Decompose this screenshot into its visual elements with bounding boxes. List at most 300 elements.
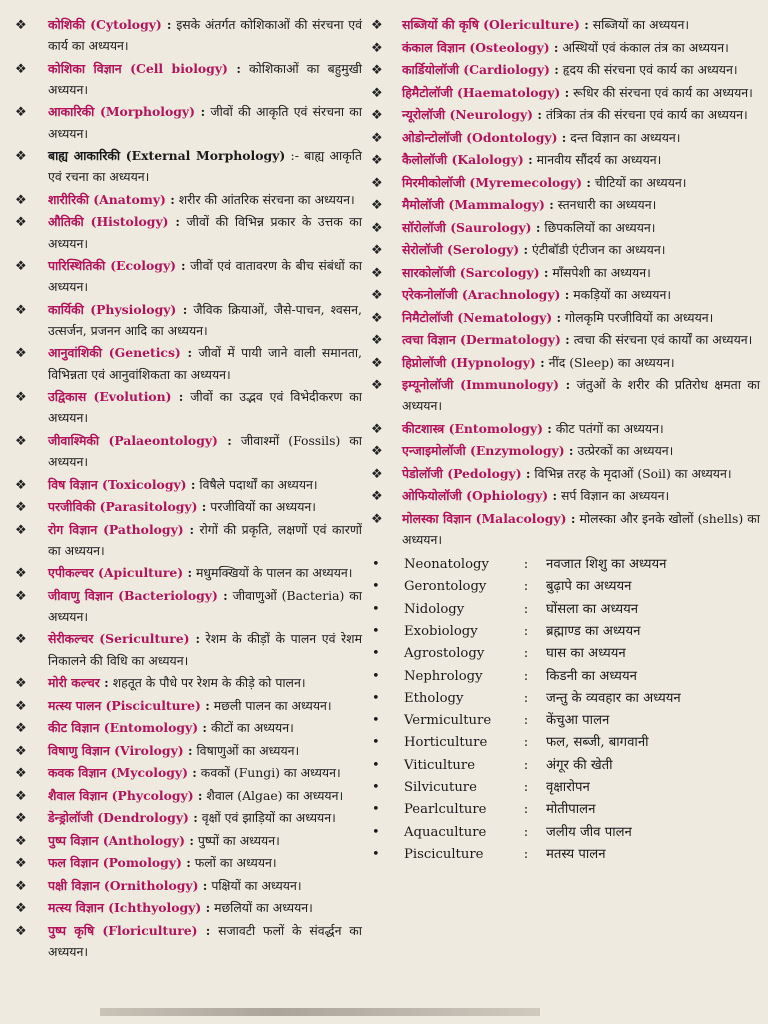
entry-description: दन्त विज्ञान का अध्ययन। [566,129,681,145]
glossary-entry [368,329,760,350]
entry-description: माँसपेशी का अध्ययन। [548,264,651,280]
entry-colon: : [217,587,228,603]
glossary-entry [368,59,760,80]
entry-description: कवकों (Fungi) का अध्ययन। [196,765,341,781]
entry-term: कोशिका विज्ञान (Cell biology) [48,60,228,76]
entry-description: त्वचा की संरचना एवं कार्यों का अध्ययन। [569,332,753,347]
glossary-entry [368,14,760,35]
entry-description: मोलस्का और इनके खोलों (shells) का अध्ययन। [402,510,760,547]
entry-term: औतिकी (Histology) [48,214,169,230]
entry-description: जैविक क्रियाओं, जैसे-पाचन, श्वसन, उत्सर्जन, प्रजनन आदि का अध्ययन। [48,301,362,338]
dot-bullet-icon: • [372,557,380,573]
list-meaning-hindi: जन्तु के व्यवहार का अध्ययन [546,690,681,706]
glossary-entry [12,430,362,472]
list-separator: : [523,735,529,751]
entry-colon: : [183,565,193,581]
entry-term: विष विज्ञान (Toxicology) [48,476,187,492]
glossary-entry [12,519,362,561]
entry-colon: : [539,264,549,280]
entry-term: पेडोलॉजी (Pedology) [402,465,522,481]
entry-colon: : [198,720,207,736]
glossary-entry [12,585,362,627]
glossary-entry [368,463,760,484]
entry-term: इम्यूनोलॉजी (Immunology) [402,377,559,392]
list-separator: : [523,802,529,818]
glossary-entry [368,239,760,260]
diamond-bullet-icon: ❖ [371,153,383,168]
left-column [12,14,362,963]
entry-description: रेशम के कीड़ों के पालन एवं रेशम निकालने की विधि का अध्ययन। [48,631,362,668]
entry-term: सेरीकल्चर (Sericulture) [48,631,190,647]
diamond-bullet-icon: ❖ [371,220,383,236]
list-item [368,688,760,710]
right-column [368,14,760,866]
entry-description: हृदय की संरचना एवं कार्य का अध्ययन। [558,62,738,77]
entry-description: सब्जियों का अध्ययन। [588,17,690,32]
diamond-bullet-icon: ❖ [15,588,27,604]
entry-description: वृक्षों एवं झाड़ियों का अध्ययन। [197,810,336,826]
entry-term: मत्स्य पालन (Pisciculture) [48,697,201,713]
diamond-bullet-icon: ❖ [371,333,383,348]
list-separator: : [523,646,529,662]
glossary-entry [12,628,362,670]
entry-description: जीवों की आकृति एवं संरचना का अध्ययन। [48,104,362,141]
entry-description: कीटों का अध्ययन। [207,720,294,736]
diamond-bullet-icon: ❖ [15,901,27,917]
diamond-bullet-icon: ❖ [15,149,27,165]
entry-description: विषाणुओं का अध्ययन। [192,742,300,758]
diamond-bullet-icon: ❖ [371,378,383,393]
diamond-bullet-icon: ❖ [371,63,383,78]
entry-colon: : [542,420,552,436]
entry-colon: : [195,104,206,120]
entry-description: चीटियों का अध्ययन। [590,174,687,190]
entry-colon: : [582,174,591,190]
entry-term: कोशिकी (Cytology) [48,17,162,32]
diamond-bullet-icon: ❖ [15,788,27,804]
dot-bullet-icon: • [372,668,380,684]
list-meaning-hindi: नवजात शिशु का अध्ययन [546,557,667,573]
list-meaning-hindi: ब्रह्माण्ड का अध्ययन [546,624,641,639]
dot-bullet-icon: • [372,624,380,639]
list-term-english: Ethology [404,690,464,706]
entry-colon: : [549,39,559,55]
entry-colon: : [200,697,210,713]
entry-term: कवक विज्ञान (Mycology) [48,765,188,781]
entry-term: कार्यिकी (Physiology) [48,301,177,317]
list-meaning-hindi: बुढ़ापे का अध्ययन [546,579,632,595]
list-separator: : [523,579,529,595]
glossary-entry [12,299,362,341]
list-item [368,710,760,732]
diamond-bullet-icon: ❖ [371,243,383,258]
list-meaning-hindi: घास का अध्ययन [546,646,626,662]
entry-term: पुष्प कृषि (Floriculture) [48,922,198,938]
list-term-english: Aquaculture [404,824,487,840]
glossary-entry [12,255,362,297]
diamond-bullet-icon: ❖ [15,433,27,449]
entry-colon: : [176,258,186,274]
diamond-bullet-icon: ❖ [371,198,383,213]
glossary-entry [368,217,760,238]
entry-term: जीवाश्मिकी (Palaeontology) [48,432,218,448]
diamond-bullet-icon: ❖ [15,105,27,121]
diamond-bullet-icon: ❖ [371,40,383,56]
glossary-entry [12,852,362,873]
entry-colon: : [566,510,576,526]
glossary-entry [12,342,362,384]
list-item [368,621,760,643]
dot-bullet-icon: • [372,824,380,840]
glossary-entry [12,830,362,851]
entry-description: अस्थियों एवं कंकाल तंत्र का अध्ययन। [558,39,729,55]
entry-description: कोशिकाओं का बहुमुखी अध्ययन। [48,60,362,97]
entry-colon: : [217,432,232,448]
list-meaning-hindi: अंगूर की खेती [546,757,613,773]
entry-term: मिरमीकोलॉजी (Myremecology) [402,174,583,190]
dot-bullet-icon: • [372,579,380,595]
entry-term: शारीरिकी (Anatomy) [48,191,166,207]
glossary-entry [368,508,760,550]
entry-description: शैवाल (Algae) का अध्ययन। [202,787,344,803]
diamond-bullet-icon: ❖ [15,61,27,77]
list-term-english: Nidology [404,601,465,617]
dot-bullet-icon: • [372,757,380,773]
entry-description: सजावटी फलों के संवर्द्धन का अध्ययन। [48,922,362,959]
entry-description: तंत्रिका तंत्र की संरचना एवं कार्य का अध्ययन। [541,107,748,122]
diamond-bullet-icon: ❖ [15,743,27,759]
entry-colon: : [521,465,531,481]
entry-term: कीट विज्ञान (Entomology) [48,720,199,736]
diamond-bullet-icon: ❖ [15,259,27,275]
glossary-entry [12,672,362,693]
entry-description: जीवों का उद्भव एवं विभेदीकरण का अध्ययन। [48,389,363,426]
entry-term: मोरी कल्चर [48,675,100,691]
diamond-bullet-icon: ❖ [15,676,27,692]
glossary-entry [12,101,362,143]
glossary-entry [12,211,362,253]
entry-colon: : [560,84,570,100]
entry-colon: : [181,855,191,871]
entry-description: विभिन्न तरह के मृदाओं (Soil) का अध्ययन। [530,465,732,481]
list-meaning-hindi: मोतीपालन [546,802,596,818]
entry-term: एपीकल्चर (Apiculture) [48,565,184,581]
diamond-bullet-icon: ❖ [371,265,383,281]
diamond-bullet-icon: ❖ [15,302,27,318]
list-item [368,822,760,844]
diamond-bullet-icon: ❖ [15,721,27,737]
list-item [368,599,760,621]
entry-term: त्वचा विज्ञान (Dermatology) [402,332,561,347]
entry-colon: : [531,219,541,235]
list-separator: : [523,846,529,862]
diamond-bullet-icon: ❖ [371,444,383,460]
diamond-bullet-icon: ❖ [371,421,383,437]
list-separator: : [523,780,529,796]
entry-colon: : [560,332,570,347]
entry-description: शहतूत के पौधे पर रेशम के कीड़े को पालन। [108,675,306,691]
glossary-entry [12,145,362,187]
entry-colon: : [198,877,208,893]
entry-description: मछली पालन का अध्ययन। [209,697,332,713]
list-meaning-hindi: फल, सब्जी, बागवानी [546,735,649,751]
glossary-entry [12,14,362,56]
diamond-bullet-icon: ❖ [15,477,27,493]
entry-term: उद्विकास (Evolution) [48,389,172,405]
glossary-entry [368,149,760,170]
list-item [368,576,760,598]
entry-colon: : [186,476,196,492]
entry-term: एरेकनोलॉजी (Arachnology) [402,287,561,302]
diamond-bullet-icon: ❖ [371,466,383,482]
glossary-entry [368,352,760,373]
glossary-entry [12,785,362,806]
entry-term: मोलस्का विज्ञान (Malacology) [402,510,567,526]
diamond-bullet-icon: ❖ [15,923,27,939]
glossary-entry [368,374,760,416]
glossary-entry [12,740,362,761]
entry-description: विषैले पदार्थों का अध्ययन। [195,476,318,492]
entry-colon: : [189,631,201,647]
entry-description: गोलकृमि परजीवियों का अध्ययन। [561,309,714,325]
list-separator: : [523,757,529,773]
entry-colon: : [560,287,570,302]
dot-bullet-icon: • [372,690,380,706]
dot-bullet-icon: • [372,802,380,818]
dot-bullet-icon: • [372,601,380,617]
diamond-bullet-icon: ❖ [371,310,383,326]
entry-colon: : [557,129,567,145]
glossary-entry [368,104,760,125]
entry-description: जंतुओं के शरीर की प्रतिरोध क्षमता का अध्ययन। [402,377,760,414]
list-separator: : [523,690,529,706]
entry-colon: : [544,197,554,212]
glossary-entry [368,127,760,148]
list-separator: : [523,557,529,573]
entry-term: सॉरोलॉजी (Saurology) [402,219,532,235]
entry-description: :- बाह्य आकृति एवं रचना का अध्ययन। [48,148,362,185]
entry-term: आनुवांशिकी (Genetics) [48,345,181,361]
entry-description: छिपकलियों का अध्ययन। [540,219,656,235]
list-term-english: Vermiculture [404,713,492,729]
entry-description: पक्षियों का अध्ययन। [207,877,302,893]
entry-colon: : [161,17,172,32]
diamond-bullet-icon: ❖ [371,489,383,505]
entry-description: मधुमक्खियों के पालन का अध्ययन। [192,565,353,581]
glossary-entry [368,485,760,506]
glossary-entry [368,82,760,103]
entry-colon: : [171,389,184,405]
glossary-entry [368,172,760,193]
right-entries [368,14,760,550]
entry-description: मछलियों का अध्ययन। [210,900,313,916]
diamond-bullet-icon: ❖ [371,85,383,101]
list-term-english: Gerontology [404,579,487,595]
glossary-entry [368,262,760,283]
diamond-bullet-icon: ❖ [15,192,27,208]
glossary-entry [368,418,760,439]
list-separator: : [523,824,529,840]
list-term-english: Pearlculture [404,802,487,818]
entry-description: जीवाश्मों (Fossils) का अध्ययन। [48,432,362,470]
list-item [368,554,760,576]
glossary-entry [12,897,362,918]
entry-colon: : [188,810,198,826]
entry-colon: : [99,675,109,691]
list-term-english: Nephrology [404,668,483,684]
list-item [368,666,760,688]
page-edge-shadow [100,1008,540,1016]
entry-colon: : [533,107,542,122]
list-meaning-hindi: घोंसला का अध्ययन [546,601,639,617]
entry-term: कार्डियोलॉजी (Cardiology) [402,62,550,77]
list-meaning-hindi: जलीय जीव पालन [546,824,632,840]
diamond-bullet-icon: ❖ [15,698,27,714]
dot-bullet-icon: • [372,846,380,862]
glossary-entry [12,189,362,210]
entry-term: हिप्नोलॉजी (Hypnology) [402,354,536,370]
list-term-english: Horticulture [404,735,488,751]
glossary-entry [368,37,760,58]
glossary-entry [12,875,362,896]
entry-term: सारकोलॉजी (Sarcology) [402,264,540,280]
entry-term: मैमोलॉजी (Mammalogy) [402,197,545,212]
entry-description: जीवों की विभिन्न प्रकार के उत्तक का अध्ययन। [48,214,362,251]
entry-term: एन्जाइमोलॉजी (Enzymology) [402,443,565,459]
diamond-bullet-icon: ❖ [371,18,383,33]
short-list [368,554,760,866]
entry-colon: : [535,354,545,370]
entry-description: रोगों की प्रकृति, लक्षणों एवं कारणों का अध्ययन। [48,521,362,558]
dot-bullet-icon: • [372,735,380,751]
entry-colon: : [552,309,562,325]
entry-term: पुष्प विज्ञान (Anthology) [48,832,185,848]
glossary-entry [12,717,362,738]
list-meaning-hindi: वृक्षारोपन [546,780,590,796]
diamond-bullet-icon: ❖ [15,856,27,872]
entry-term: रोग विज्ञान (Pathology) [48,521,184,537]
entry-description: परजीवियों का अध्ययन। [206,499,316,515]
entry-colon: : [168,214,181,230]
diamond-bullet-icon: ❖ [15,18,27,33]
glossary-entry [12,695,362,716]
diamond-bullet-icon: ❖ [15,522,27,538]
list-item [368,755,760,777]
entry-colon: : [523,152,533,167]
entry-description: इसके अंतर्गत कोशिकाओं की संरचना एवं कार्य का अध्ययन। [48,17,362,54]
diamond-bullet-icon: ❖ [371,108,383,123]
diamond-bullet-icon: ❖ [15,632,27,648]
entry-description: शरीर की आंतरिक संरचना का अध्ययन। [174,191,355,207]
glossary-entry [12,762,362,783]
list-item [368,643,760,665]
entry-colon: : [564,443,574,459]
list-item [368,777,760,799]
diamond-bullet-icon: ❖ [15,390,27,406]
entry-description: कीट पतंगों का अध्ययन। [551,420,664,436]
entry-colon: : [548,488,558,504]
entry-description: रूधिर की संरचना एवं कार्य का अध्ययन। [569,84,753,100]
diamond-bullet-icon: ❖ [371,130,383,146]
list-item [368,844,760,866]
entry-term: कंकाल विज्ञान (Osteology) [402,39,550,55]
diamond-bullet-icon: ❖ [371,511,383,527]
list-term-english: Viticulture [404,757,476,773]
diamond-bullet-icon: ❖ [15,215,27,231]
dot-bullet-icon: • [372,780,380,796]
list-term-english: Exobiology [404,624,478,639]
entry-description: मानवीय सौंदर्य का अध्ययन। [532,152,662,167]
entry-term: पक्षी विज्ञान (Ornithology) [48,877,199,893]
entry-colon: : [558,377,571,392]
diamond-bullet-icon: ❖ [371,355,383,371]
entry-term: कैलोलॉजी (Kalology) [402,152,524,167]
glossary-entry [12,496,362,517]
entry-term: फल विज्ञान (Pomology) [48,855,182,871]
entry-colon: : [579,17,589,32]
diamond-bullet-icon: ❖ [15,811,27,827]
list-term-english: Neonatology [404,557,489,573]
entry-term: ओफियोलॉजी (Ophiology) [402,488,549,504]
list-item [368,732,760,754]
entry-description: जीवाणुओं (Bacteria) का अध्ययन। [48,587,362,624]
list-separator: : [523,601,529,617]
glossary-entry [12,920,362,962]
entry-term: ओडोन्टोलॉजी (Odontology) [402,129,558,145]
entry-description: एंटीबॉडी एंटीजन का अध्ययन। [528,242,666,257]
glossary-entry [12,386,362,428]
entry-description: स्तनधारी का अध्ययन। [553,197,657,212]
entry-term: परजीविकी (Parasitology) [48,499,198,515]
entry-term: निमैटोलॉजी (Nematology) [402,309,553,325]
list-separator: : [523,668,529,684]
entry-term: जीवाणु विज्ञान (Bacteriology) [48,587,218,603]
entry-colon: : [201,900,211,916]
entry-term: न्यूरोलॉजी (Neurology) [402,107,534,122]
entry-description: जीवों एवं वातावरण के बीच संबंधों का अध्ययन। [48,258,362,295]
entry-description: सर्प विज्ञान का अध्ययन। [557,488,670,504]
entry-description: फलों का अध्ययन। [190,855,277,871]
entry-colon: : [519,242,529,257]
glossary-entry [12,562,362,583]
diamond-bullet-icon: ❖ [15,766,27,782]
glossary-entry [368,307,760,328]
entry-colon: : [185,832,194,848]
dot-bullet-icon: • [372,646,380,662]
entry-term: सब्जियों की कृषि (Olericulture) [402,17,580,32]
entry-term: कीटशास्त्र (Entomology) [402,420,543,436]
list-separator: : [523,713,529,729]
entry-term: विषाणु विज्ञान (Virology) [48,742,184,758]
entry-colon: : [187,765,197,781]
entry-colon: : [227,60,241,76]
entry-colon: : [165,191,175,207]
entry-colon: : [183,521,195,537]
entry-description: उत्प्रेरकों का अध्ययन। [573,443,674,459]
entry-colon: : [183,742,193,758]
entry-term: शैवाल विज्ञान (Phycology) [48,787,194,803]
entry-colon: : [197,922,211,938]
diamond-bullet-icon: ❖ [371,288,383,303]
diamond-bullet-icon: ❖ [15,566,27,582]
entry-description: नींद (Sleep) का अध्ययन। [544,354,675,370]
glossary-entry [368,284,760,305]
entry-colon: : [176,301,188,317]
entry-description: जीवों में पायी जाने वाली समानता, विभिन्नता एवं आनुवांशिकता का अध्ययन। [48,345,362,382]
entry-colon: : [193,787,203,803]
list-item [368,799,760,821]
entry-colon: : [197,499,207,515]
